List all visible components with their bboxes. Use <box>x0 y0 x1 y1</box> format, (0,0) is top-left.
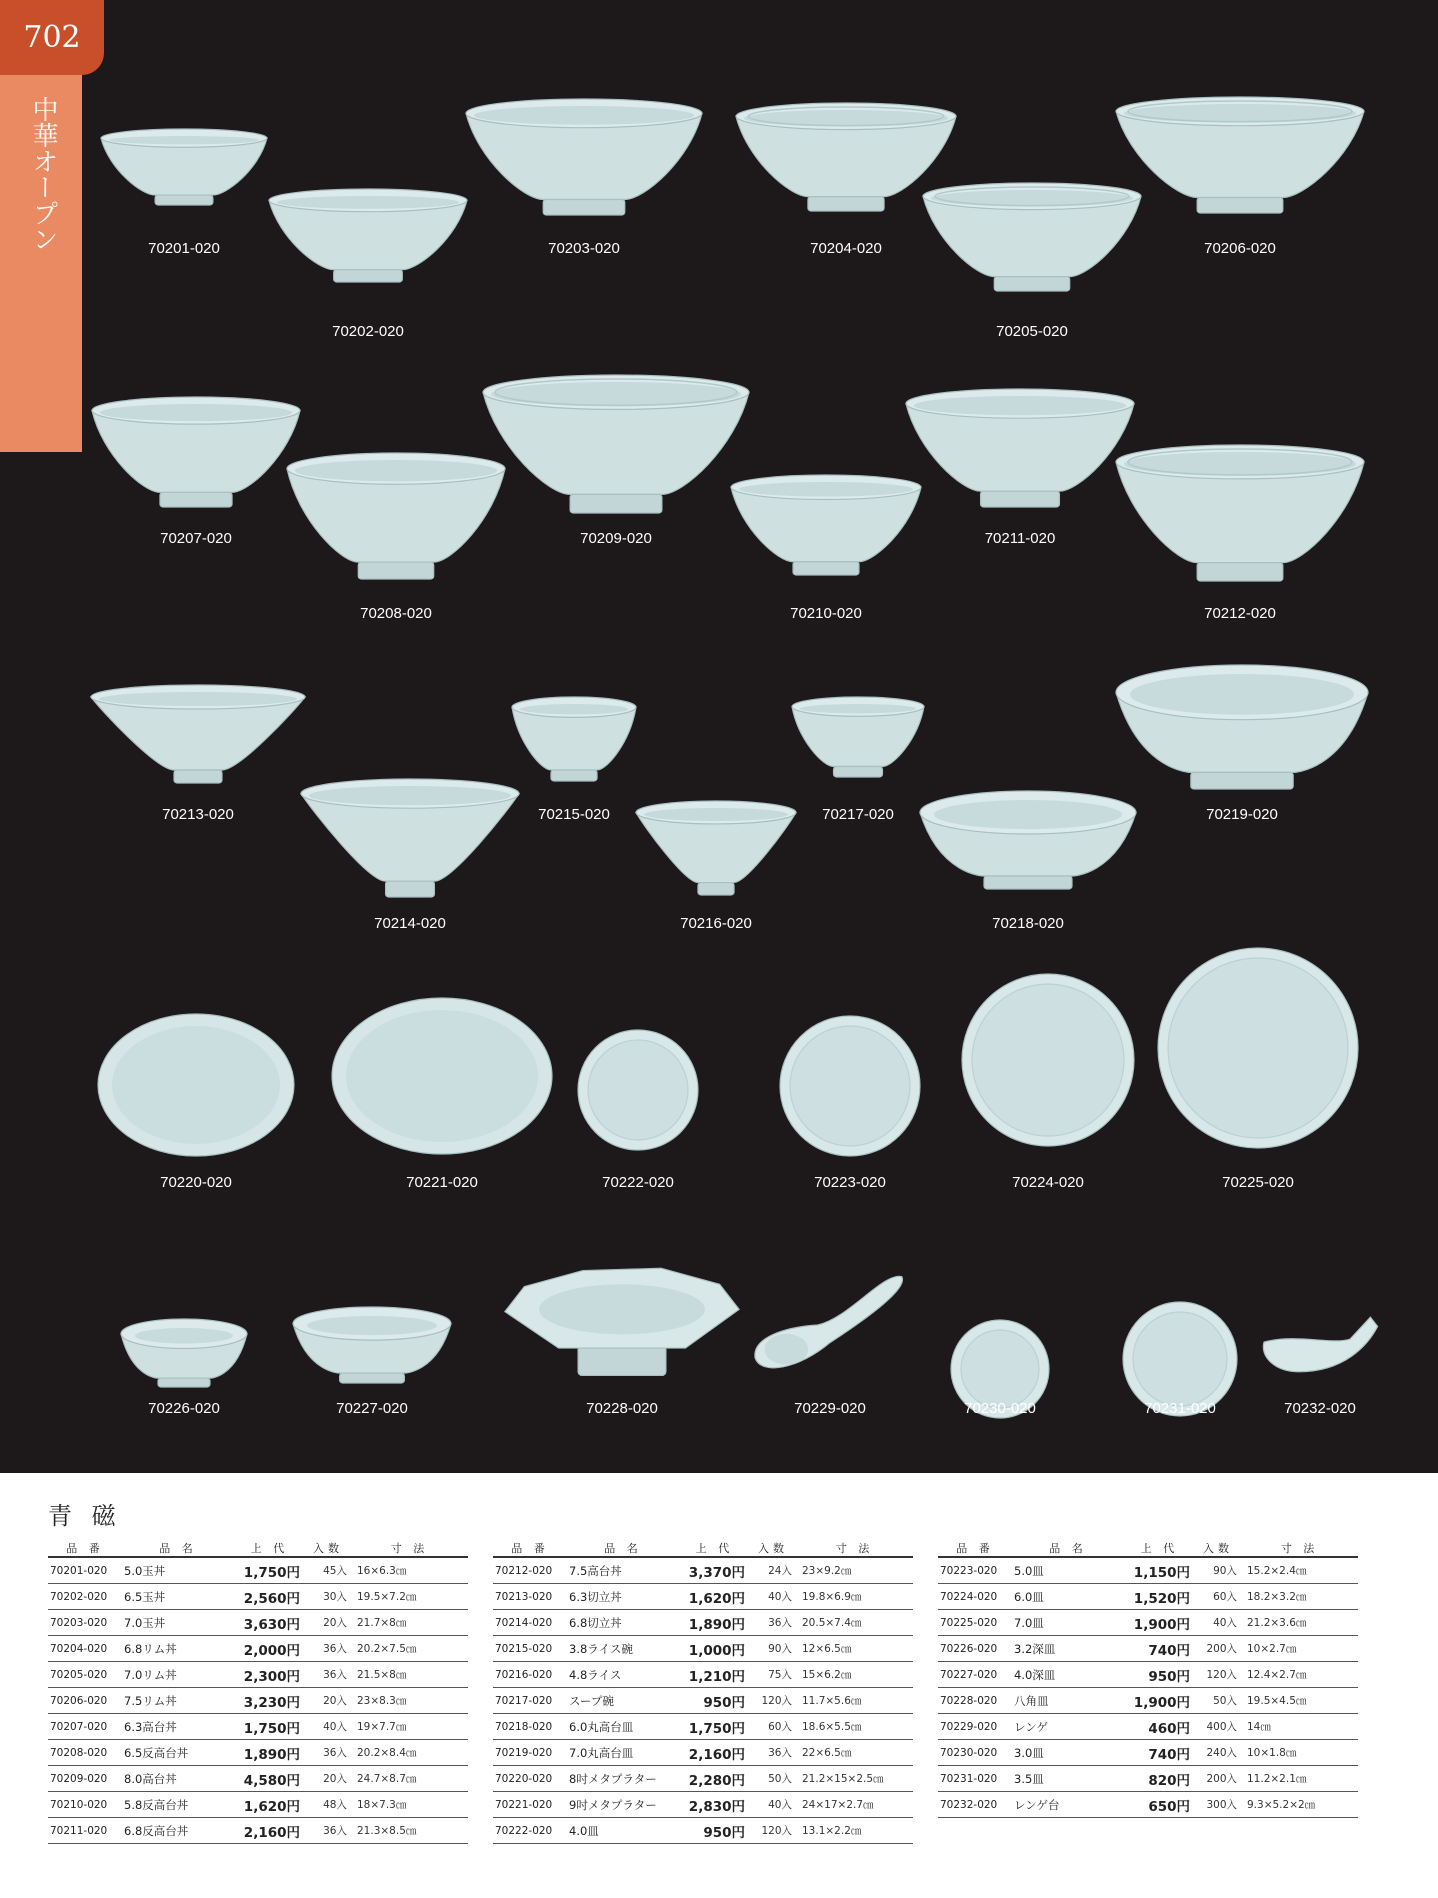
cell-size: 20.2×8.4㎝ <box>351 1740 468 1766</box>
cell-qty: 48入 <box>305 1792 351 1818</box>
product-image-70219-020 <box>1114 664 1370 790</box>
cell-price: 3,630円 <box>234 1610 305 1636</box>
cell-size: 9.3×5.2×2㎝ <box>1241 1792 1358 1818</box>
cell-price: 2,000円 <box>234 1636 305 1662</box>
product-code-label: 70221-020 <box>406 1174 478 1191</box>
cell-price: 1,890円 <box>234 1740 305 1766</box>
cell-qty: 24入 <box>750 1557 796 1584</box>
product-code-label: 70209-020 <box>580 530 652 547</box>
cell-price: 1,150円 <box>1124 1557 1195 1584</box>
cell-qty: 40入 <box>1195 1610 1241 1636</box>
cell-size: 11.7×5.6㎝ <box>796 1688 913 1714</box>
cell-code: 70212-020 <box>493 1557 567 1584</box>
cell-name: スープ碗 <box>567 1688 679 1714</box>
cell-size: 18.2×3.2㎝ <box>1241 1584 1358 1610</box>
product-image-70221-020 <box>330 996 554 1156</box>
cell-code: 70210-020 <box>48 1792 122 1818</box>
product-image-70227-020 <box>291 1306 453 1384</box>
cell-size: 10×2.7㎝ <box>1241 1636 1358 1662</box>
cell-size: 16×6.3㎝ <box>351 1557 468 1584</box>
cell-price: 2,830円 <box>679 1792 750 1818</box>
cell-code: 70207-020 <box>48 1714 122 1740</box>
cell-code: 70224-020 <box>938 1584 1012 1610</box>
cell-code: 70226-020 <box>938 1636 1012 1662</box>
product-code-label: 70218-020 <box>992 915 1064 932</box>
table-row <box>938 1688 1358 1714</box>
cell-size: 21.2×3.6㎝ <box>1241 1610 1358 1636</box>
cell-size: 20.5×7.4㎝ <box>796 1610 913 1636</box>
product-image-70228-020 <box>500 1266 744 1380</box>
header-price: 上 代 <box>679 1540 750 1557</box>
product-code-label: 70203-020 <box>548 240 620 257</box>
cell-code: 70221-020 <box>493 1792 567 1818</box>
cell-code: 70208-020 <box>48 1740 122 1766</box>
header-qty: 入数 <box>1195 1540 1241 1557</box>
table-row <box>493 1584 913 1610</box>
cell-code: 70217-020 <box>493 1688 567 1714</box>
cell-code: 70216-020 <box>493 1662 567 1688</box>
cell-price: 950円 <box>679 1818 750 1844</box>
product-code-label: 70230-020 <box>964 1400 1036 1417</box>
cell-name: 3.2深皿 <box>1012 1636 1124 1662</box>
product-code-label: 70208-020 <box>360 605 432 622</box>
cell-name: 9吋メタプラター <box>567 1792 679 1818</box>
cell-code: 70206-020 <box>48 1688 122 1714</box>
cell-price: 820円 <box>1124 1766 1195 1792</box>
cell-name: 7.0リム丼 <box>122 1662 234 1688</box>
cell-qty: 40入 <box>305 1714 351 1740</box>
product-code-label: 70206-020 <box>1204 240 1276 257</box>
cell-qty: 20入 <box>305 1610 351 1636</box>
cell-size: 19.5×4.5㎝ <box>1241 1688 1358 1714</box>
cell-size: 11.2×2.1㎝ <box>1241 1766 1358 1792</box>
table-row <box>48 1766 468 1792</box>
section-title: 中華オープン <box>28 96 58 252</box>
table-row <box>48 1818 468 1844</box>
table-row <box>938 1792 1358 1818</box>
cell-qty: 20入 <box>305 1688 351 1714</box>
cell-price: 2,160円 <box>234 1818 305 1844</box>
cell-qty: 36入 <box>750 1740 796 1766</box>
cell-qty: 240入 <box>1195 1740 1241 1766</box>
product-image-70215-020 <box>510 696 638 782</box>
product-code-label: 70205-020 <box>996 323 1068 340</box>
product-code-label: 70222-020 <box>602 1174 674 1191</box>
product-code-label: 70225-020 <box>1222 1174 1294 1191</box>
header-code: 品 番 <box>48 1540 122 1557</box>
cell-price: 3,370円 <box>679 1557 750 1584</box>
product-code-label: 70224-020 <box>1012 1174 1084 1191</box>
cell-name: 6.0丸高台皿 <box>567 1714 679 1740</box>
cell-qty: 40入 <box>750 1584 796 1610</box>
cell-price: 650円 <box>1124 1792 1195 1818</box>
table-row <box>48 1610 468 1636</box>
cell-code: 70230-020 <box>938 1740 1012 1766</box>
table-header-row <box>48 1540 468 1557</box>
cell-code: 70219-020 <box>493 1740 567 1766</box>
product-image-70202-020 <box>267 188 469 283</box>
product-image-70214-020 <box>299 778 521 898</box>
product-image-70208-020 <box>285 452 507 580</box>
cell-name: レンゲ <box>1012 1714 1124 1740</box>
cell-code: 70202-020 <box>48 1584 122 1610</box>
table-row <box>493 1636 913 1662</box>
cell-price: 2,560円 <box>234 1584 305 1610</box>
cell-qty: 400入 <box>1195 1714 1241 1740</box>
product-image-70207-020 <box>90 396 302 508</box>
cell-name: 6.3切立丼 <box>567 1584 679 1610</box>
cell-size: 13.1×2.2㎝ <box>796 1818 913 1844</box>
cell-code: 70232-020 <box>938 1792 1012 1818</box>
table-row <box>938 1714 1358 1740</box>
cell-code: 70213-020 <box>493 1584 567 1610</box>
header-size: 寸 法 <box>351 1540 468 1557</box>
price-table-1 <box>48 1540 468 1844</box>
cell-price: 950円 <box>679 1688 750 1714</box>
cell-code: 70203-020 <box>48 1610 122 1636</box>
cell-size: 24×17×2.7㎝ <box>796 1792 913 1818</box>
cell-price: 1,900円 <box>1124 1688 1195 1714</box>
product-code-label: 70227-020 <box>336 1400 408 1417</box>
cell-name: 3.0皿 <box>1012 1740 1124 1766</box>
page-number: 702 <box>0 0 104 75</box>
table-row <box>48 1636 468 1662</box>
table-row <box>493 1610 913 1636</box>
cell-size: 20.2×7.5㎝ <box>351 1636 468 1662</box>
header-name: 品 名 <box>567 1540 679 1557</box>
cell-qty: 30入 <box>305 1584 351 1610</box>
product-image-70224-020 <box>960 972 1136 1148</box>
cell-code: 70218-020 <box>493 1714 567 1740</box>
cell-code: 70231-020 <box>938 1766 1012 1792</box>
cell-size: 19.5×7.2㎝ <box>351 1584 468 1610</box>
header-code: 品 番 <box>938 1540 1012 1557</box>
product-image-70209-020 <box>481 374 751 514</box>
product-image-70212-020 <box>1114 444 1366 582</box>
cell-code: 70220-020 <box>493 1766 567 1792</box>
cell-qty: 40入 <box>750 1792 796 1818</box>
cell-code: 70223-020 <box>938 1557 1012 1584</box>
product-code-label: 70226-020 <box>148 1400 220 1417</box>
header-size: 寸 法 <box>1241 1540 1358 1557</box>
product-code-label: 70220-020 <box>160 1174 232 1191</box>
cell-price: 2,280円 <box>679 1766 750 1792</box>
cell-name: 5.0玉丼 <box>122 1557 234 1584</box>
cell-size: 21.7×8㎝ <box>351 1610 468 1636</box>
cell-qty: 120入 <box>750 1688 796 1714</box>
cell-size: 12×6.5㎝ <box>796 1636 913 1662</box>
cell-name: 6.0皿 <box>1012 1584 1124 1610</box>
cell-size: 21.3×8.5㎝ <box>351 1818 468 1844</box>
product-code-label: 70231-020 <box>1144 1400 1216 1417</box>
product-image-70220-020 <box>96 1012 296 1158</box>
table-row <box>493 1792 913 1818</box>
cell-price: 740円 <box>1124 1636 1195 1662</box>
table-row <box>493 1662 913 1688</box>
header-name: 品 名 <box>122 1540 234 1557</box>
cell-code: 70209-020 <box>48 1766 122 1792</box>
series-title: 青 磁 <box>48 1502 122 1530</box>
cell-code: 70229-020 <box>938 1714 1012 1740</box>
header-qty: 入数 <box>750 1540 796 1557</box>
product-code-label: 70214-020 <box>374 915 446 932</box>
cell-code: 70214-020 <box>493 1610 567 1636</box>
cell-size: 19×7.7㎝ <box>351 1714 468 1740</box>
product-image-70222-020 <box>576 1028 700 1152</box>
product-image-70226-020 <box>119 1318 249 1388</box>
table-row <box>48 1740 468 1766</box>
cell-price: 2,300円 <box>234 1662 305 1688</box>
cell-price: 740円 <box>1124 1740 1195 1766</box>
product-code-label: 70212-020 <box>1204 605 1276 622</box>
cell-qty: 120入 <box>750 1818 796 1844</box>
cell-qty: 36入 <box>305 1662 351 1688</box>
product-code-label: 70204-020 <box>810 240 882 257</box>
cell-qty: 300入 <box>1195 1792 1241 1818</box>
cell-size: 15.2×2.4㎝ <box>1241 1557 1358 1584</box>
cell-code: 70215-020 <box>493 1636 567 1662</box>
cell-price: 460円 <box>1124 1714 1195 1740</box>
table-row <box>493 1688 913 1714</box>
price-table-2 <box>493 1540 913 1844</box>
cell-name: 6.8切立丼 <box>567 1610 679 1636</box>
cell-code: 70222-020 <box>493 1818 567 1844</box>
cell-name: 7.0玉丼 <box>122 1610 234 1636</box>
cell-price: 3,230円 <box>234 1688 305 1714</box>
cell-name: 7.5リム丼 <box>122 1688 234 1714</box>
cell-name: 3.5皿 <box>1012 1766 1124 1792</box>
product-code-label: 70223-020 <box>814 1174 886 1191</box>
cell-name: 6.5玉丼 <box>122 1584 234 1610</box>
product-code-label: 70213-020 <box>162 806 234 823</box>
table-row <box>938 1636 1358 1662</box>
cell-price: 1,620円 <box>234 1792 305 1818</box>
cell-price: 1,890円 <box>679 1610 750 1636</box>
cell-qty: 36入 <box>305 1818 351 1844</box>
table-row <box>938 1584 1358 1610</box>
cell-qty: 36入 <box>305 1636 351 1662</box>
cell-qty: 60入 <box>750 1714 796 1740</box>
product-image-70213-020 <box>89 684 307 784</box>
product-code-label: 70215-020 <box>538 806 610 823</box>
product-code-label: 70229-020 <box>794 1400 866 1417</box>
cell-name: 7.5高台丼 <box>567 1557 679 1584</box>
cell-name: 6.3高台丼 <box>122 1714 234 1740</box>
cell-price: 2,160円 <box>679 1740 750 1766</box>
product-code-label: 70201-020 <box>148 240 220 257</box>
cell-size: 12.4×2.7㎝ <box>1241 1662 1358 1688</box>
cell-size: 19.8×6.9㎝ <box>796 1584 913 1610</box>
cell-size: 18×7.3㎝ <box>351 1792 468 1818</box>
product-image-70203-020 <box>464 98 704 216</box>
product-code-label: 70202-020 <box>332 323 404 340</box>
cell-qty: 50入 <box>750 1766 796 1792</box>
cell-size: 23×8.3㎝ <box>351 1688 468 1714</box>
cell-price: 950円 <box>1124 1662 1195 1688</box>
cell-qty: 45入 <box>305 1557 351 1584</box>
table-row <box>938 1610 1358 1636</box>
table-header-row <box>493 1540 913 1557</box>
product-image-70201-020 <box>99 128 269 206</box>
table-row <box>938 1662 1358 1688</box>
cell-code: 70201-020 <box>48 1557 122 1584</box>
cell-name: 八角皿 <box>1012 1688 1124 1714</box>
cell-name: 8吋メタプラター <box>567 1766 679 1792</box>
cell-qty: 200入 <box>1195 1766 1241 1792</box>
cell-name: 5.8反高台丼 <box>122 1792 234 1818</box>
cell-code: 70228-020 <box>938 1688 1012 1714</box>
cell-size: 23×9.2㎝ <box>796 1557 913 1584</box>
table-row <box>938 1740 1358 1766</box>
header-price: 上 代 <box>1124 1540 1195 1557</box>
cell-size: 15×6.2㎝ <box>796 1662 913 1688</box>
cell-qty: 36入 <box>750 1610 796 1636</box>
product-image-70229-020 <box>752 1270 908 1380</box>
table-row <box>938 1766 1358 1792</box>
cell-size: 21.2×15×2.5㎝ <box>796 1766 913 1792</box>
cell-size: 22×6.5㎝ <box>796 1740 913 1766</box>
cell-qty: 75入 <box>750 1662 796 1688</box>
cell-price: 1,210円 <box>679 1662 750 1688</box>
product-code-label: 70228-020 <box>586 1400 658 1417</box>
cell-name: 6.8反高台丼 <box>122 1818 234 1844</box>
cell-name: 4.0深皿 <box>1012 1662 1124 1688</box>
cell-qty: 90入 <box>1195 1557 1241 1584</box>
cell-price: 1,520円 <box>1124 1584 1195 1610</box>
table-row <box>493 1557 913 1584</box>
cell-name: 6.8リム丼 <box>122 1636 234 1662</box>
table-row <box>48 1688 468 1714</box>
cell-size: 24.7×8.7㎝ <box>351 1766 468 1792</box>
product-image-70218-020 <box>918 790 1138 890</box>
cell-qty: 50入 <box>1195 1688 1241 1714</box>
cell-price: 4,580円 <box>234 1766 305 1792</box>
table-row <box>48 1557 468 1584</box>
cell-size: 18.6×5.5㎝ <box>796 1714 913 1740</box>
table-header-row <box>938 1540 1358 1557</box>
table-row <box>938 1557 1358 1584</box>
cell-name: 5.0皿 <box>1012 1557 1124 1584</box>
product-code-label: 70211-020 <box>984 530 1056 547</box>
product-image-70210-020 <box>729 474 923 576</box>
table-row <box>493 1740 913 1766</box>
product-image-70211-020 <box>904 388 1136 508</box>
product-code-label: 70216-020 <box>680 915 752 932</box>
cell-price: 1,750円 <box>679 1714 750 1740</box>
table-row <box>48 1662 468 1688</box>
header-name: 品 名 <box>1012 1540 1124 1557</box>
cell-size: 14㎝ <box>1241 1714 1358 1740</box>
product-image-70232-020 <box>1260 1316 1380 1374</box>
cell-qty: 120入 <box>1195 1662 1241 1688</box>
header-size: 寸 法 <box>796 1540 913 1557</box>
product-image-70206-020 <box>1114 96 1366 214</box>
price-table-3 <box>938 1540 1358 1818</box>
cell-name: 8.0高台丼 <box>122 1766 234 1792</box>
product-code-label: 70232-020 <box>1284 1400 1356 1417</box>
cell-qty: 200入 <box>1195 1636 1241 1662</box>
header-code: 品 番 <box>493 1540 567 1557</box>
product-code-label: 70210-020 <box>790 605 862 622</box>
cell-name: 7.0丸高台皿 <box>567 1740 679 1766</box>
cell-qty: 20入 <box>305 1766 351 1792</box>
product-image-70205-020 <box>921 182 1143 292</box>
cell-code: 70211-020 <box>48 1818 122 1844</box>
header-qty: 入数 <box>305 1540 351 1557</box>
table-row <box>493 1766 913 1792</box>
cell-size: 21.5×8㎝ <box>351 1662 468 1688</box>
cell-code: 70204-020 <box>48 1636 122 1662</box>
table-row <box>48 1792 468 1818</box>
product-code-label: 70207-020 <box>160 530 232 547</box>
product-image-70216-020 <box>634 800 798 896</box>
cell-name: 6.5反高台丼 <box>122 1740 234 1766</box>
cell-code: 70225-020 <box>938 1610 1012 1636</box>
cell-code: 70227-020 <box>938 1662 1012 1688</box>
header-price: 上 代 <box>234 1540 305 1557</box>
product-code-label: 70217-020 <box>822 806 894 823</box>
cell-name: 3.8ライス碗 <box>567 1636 679 1662</box>
cell-name: 7.0皿 <box>1012 1610 1124 1636</box>
cell-qty: 36入 <box>305 1740 351 1766</box>
cell-price: 1,750円 <box>234 1557 305 1584</box>
cell-price: 1,000円 <box>679 1636 750 1662</box>
product-image-70217-020 <box>790 696 926 778</box>
table-row <box>493 1714 913 1740</box>
cell-name: レンゲ台 <box>1012 1792 1124 1818</box>
product-image-70223-020 <box>778 1014 922 1158</box>
cell-name: 4.8ライス <box>567 1662 679 1688</box>
cell-code: 70205-020 <box>48 1662 122 1688</box>
product-image-70225-020 <box>1156 946 1360 1150</box>
cell-price: 1,900円 <box>1124 1610 1195 1636</box>
cell-price: 1,620円 <box>679 1584 750 1610</box>
cell-size: 10×1.8㎝ <box>1241 1740 1358 1766</box>
table-row <box>493 1818 913 1844</box>
cell-qty: 90入 <box>750 1636 796 1662</box>
cell-name: 4.0皿 <box>567 1818 679 1844</box>
cell-qty: 60入 <box>1195 1584 1241 1610</box>
table-row <box>48 1714 468 1740</box>
cell-price: 1,750円 <box>234 1714 305 1740</box>
table-row <box>48 1584 468 1610</box>
product-code-label: 70219-020 <box>1206 806 1278 823</box>
